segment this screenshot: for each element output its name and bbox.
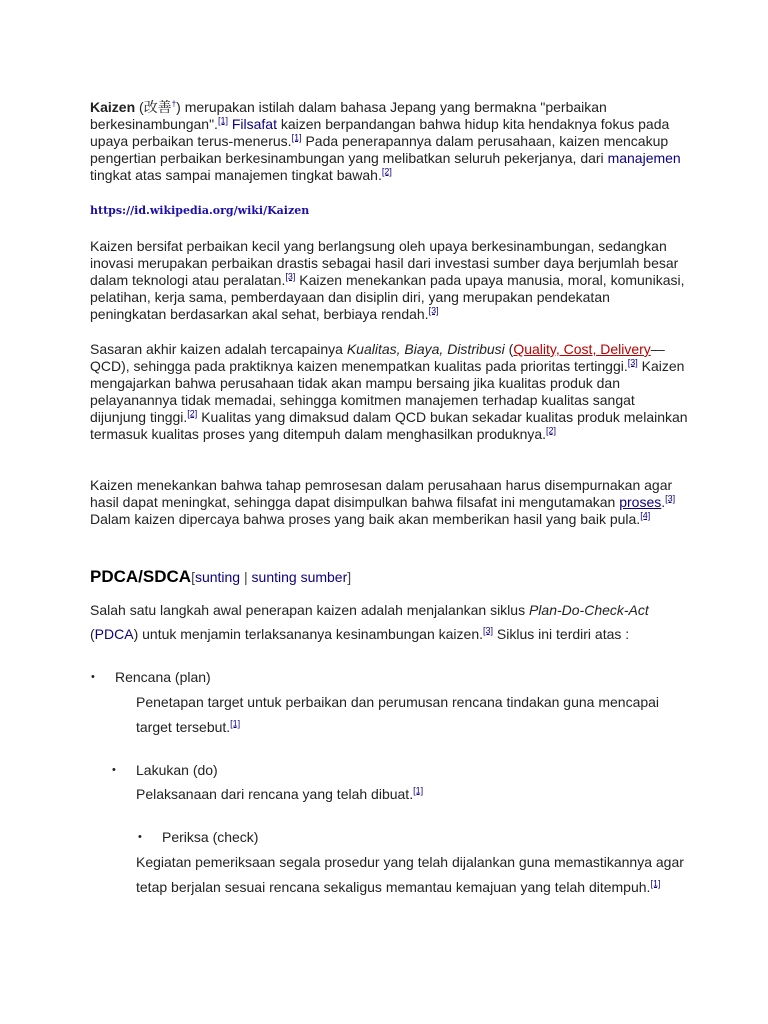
ref-link[interactable]: [4]: [640, 510, 651, 521]
bullet-icon: •: [138, 831, 142, 843]
step-description: Penetapan target untuk perbaikan dan perumusan rencana tindakan guna mencapai target tersebut.[1]: [136, 694, 660, 735]
ref-link[interactable]: [3]: [285, 271, 296, 282]
edit-link[interactable]: sunting: [194, 569, 241, 585]
paragraph-4: Kaizen menekankan bahwa tahap pemrosesan dalam perusahaan harus disempurnakan agar hasil dapat meningkat, sehingga dapat disimpulkan bahwa filsafat ini mengutamakan proses.[3] Dalam kaizen dipercaya bahwa proses yang baik akan memberikan hasil yang baik pula.[4]: [90, 477, 676, 527]
proses-link[interactable]: proses: [619, 494, 662, 510]
ref-link[interactable]: [3]: [483, 625, 494, 636]
step-description: Kegiatan pemeriksaan segala prosedur yang telah dijalankan guna memastikannya agar tetap berjalan sesuai rencana sekaligus memantau kemajuan yang telah ditempuh.[1]: [136, 854, 684, 895]
bullet-icon: •: [91, 671, 95, 683]
list-item-periksa: • Periksa (check): [138, 829, 259, 845]
ref-link[interactable]: [2]: [546, 425, 557, 436]
paragraph-2: Kaizen bersifat perbaikan kecil yang berlangsung oleh upaya berkesinambungan, sedangkan inovasi merupakan perbaikan drastis sebagai hasil dari investasi sumber daya berjumlah besar dalam teknologi atau peralatan.[3] Kaizen menekankan pada upaya manusia, moral, komunikasi, pelatihan, kerja sama, pemberdayaan dan disiplin diri, yang merupakan pendekatan peningkatan berdasarkan akal sehat, berbiaya rendah.[3]: [90, 238, 685, 322]
ref-link[interactable]: [3]: [665, 493, 676, 504]
list-item-rencana: • Rencana (plan): [91, 669, 211, 685]
ref-link[interactable]: [2]: [187, 408, 198, 419]
ref-link[interactable]: [2]: [381, 166, 392, 177]
dagger-link[interactable]: †: [171, 99, 177, 109]
term-kaizen: Kaizen: [90, 99, 136, 115]
bullet-icon: •: [112, 764, 116, 776]
ref-link[interactable]: [1]: [413, 785, 424, 796]
ref-link[interactable]: [1]: [291, 132, 302, 143]
filsafat-link[interactable]: Filsafat: [231, 116, 277, 132]
pdca-link[interactable]: PDCA: [94, 626, 134, 642]
paragraph-3: Sasaran akhir kaizen adalah tercapainya Kualitas, Biaya, Distribusi (Quality, Cost, Delivery—QCD), sehingga pada praktiknya kaizen menempatkan kualitas pada prioritas tertinggi.[3] Kaizen mengajarkan bahwa perusahaan tidak akan mampu bersaing jika kualitas produk dan pelayanannya tidak memadai, sehingga komitmen manajemen terhadap kualitas sangat dijunjung tinggi.[2] Kualitas yang dimaksud dalam QCD bukan sekadar kualitas produk melainkan termasuk kualitas proses yang ditempuh dalam menghasilkan produknya.[2]: [90, 341, 688, 442]
intro-paragraph: Kaizen (改善†) merupakan istilah dalam bahasa Jepang yang bermakna "perbaikan berkesinambungan".[1] Filsafat kaizen berpandangan bahwa hidup kita hendaknya fokus pada upaya perbaikan terus-menerus.[1] Pada penerapannya dalam perusahaan, kaizen mencakup pengertian perbaikan berkesinambungan yang melibatkan seluruh pekerjanya, dari manajemen tingkat atas sampai manajemen tingkat bawah.[2]: [90, 99, 681, 183]
edit-source-link[interactable]: sunting sumber: [251, 569, 348, 585]
ref-link[interactable]: [1]: [217, 115, 228, 126]
step-description: Pelaksanaan dari rencana yang telah dibuat.[1]: [136, 785, 424, 802]
kanji-text: 改善: [143, 99, 172, 115]
paragraph-5: Salah satu langkah awal penerapan kaizen adalah menjalankan siklus Plan-Do-Check-Act (PDCA) untuk menjamin terlaksananya kesinambungan kaizen.[3] Siklus ini terdiri atas :: [90, 602, 649, 642]
ref-link[interactable]: [1]: [230, 718, 241, 729]
list-item-lakukan: • Lakukan (do): [112, 762, 218, 778]
section-title: PDCA/SDCA: [90, 567, 192, 586]
qcd-link[interactable]: Quality, Cost, Delivery: [513, 341, 651, 357]
ref-link[interactable]: [3]: [428, 305, 439, 316]
ref-link[interactable]: [3]: [627, 357, 638, 368]
section-heading: PDCA/SDCA[sunting | sunting sumber]: [90, 567, 352, 586]
manajemen-link[interactable]: manajemen: [607, 150, 681, 166]
source-url-link[interactable]: https://id.wikipedia.org/wiki/Kaizen: [90, 204, 310, 217]
ref-link[interactable]: [1]: [650, 878, 661, 889]
